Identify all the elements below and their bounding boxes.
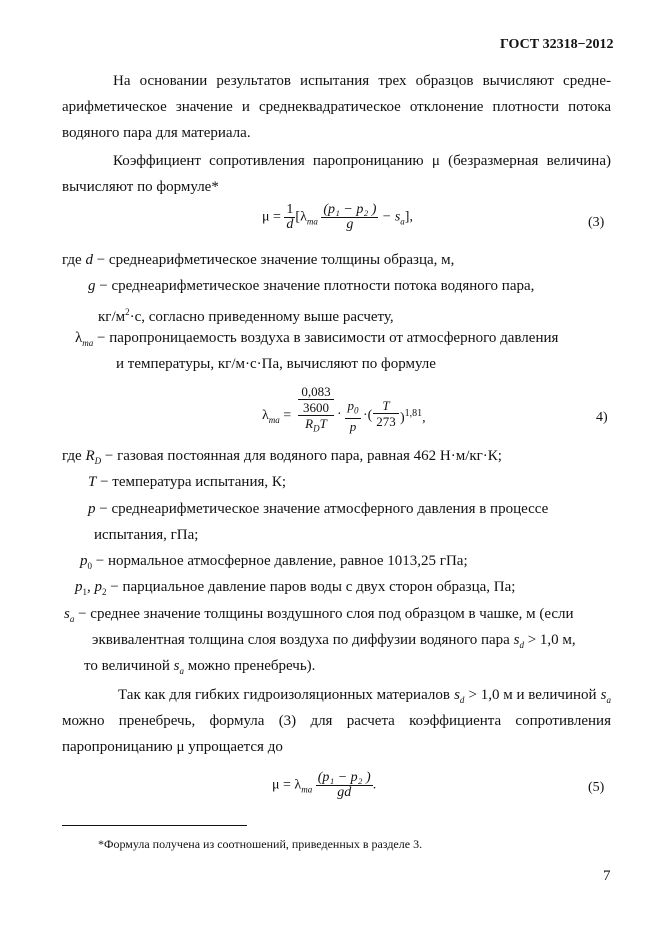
def-p12-sep: , bbox=[87, 579, 91, 595]
def-sa-cont1-b: > 1,0 м, bbox=[527, 632, 576, 648]
eq4-close-paren: ) bbox=[400, 410, 405, 426]
def-t-symbol: T bbox=[88, 474, 97, 490]
eq3-tail: − s bbox=[381, 209, 401, 225]
para1-line1: На основании результатов испытания трех образцов вычисляют средне- bbox=[113, 73, 611, 89]
def-lambda-symbol: λ bbox=[75, 330, 83, 346]
def-lambda-sub: ma bbox=[82, 338, 94, 348]
para3-sd-sub: d bbox=[459, 695, 465, 705]
def-sa bbox=[64, 607, 574, 627]
eq3-s-sub: a bbox=[400, 216, 405, 227]
eq4-equals: = bbox=[283, 408, 292, 423]
eq4-lhs-sub: ma bbox=[268, 414, 280, 425]
equation-3 bbox=[262, 203, 413, 232]
def-p0-text: − нормальное атмосферное давление, равное 1013,25 гПа; bbox=[95, 553, 468, 569]
eq3-lhs: μ = bbox=[262, 209, 281, 225]
eq5-lhs: μ = λ bbox=[272, 777, 302, 793]
eq4-top-den: 3600 bbox=[298, 400, 334, 416]
para2-line1: Коэффициент сопротивления паропроницанию μ (безразмерная величина) bbox=[113, 153, 611, 169]
def-p0 bbox=[80, 554, 468, 574]
def-p12-text: − парциальное давление паров воды с двух сторон образца, Па; bbox=[110, 579, 516, 595]
def-t-text: − температура испытания, К; bbox=[100, 474, 287, 490]
para3-line1-b: > 1,0 м и величиной bbox=[468, 687, 597, 703]
eq4-p: p bbox=[349, 418, 357, 434]
equation-4 bbox=[262, 384, 426, 441]
def-g bbox=[88, 279, 534, 294]
def-sa-text: − среднее значение толщины воздушного слоя под образцом в чашке, м (если bbox=[78, 606, 574, 622]
eq4-pressure-frac bbox=[345, 399, 361, 434]
def-p1-symbol: p bbox=[75, 579, 83, 595]
def-d bbox=[62, 253, 454, 268]
def-p1-sub: 1 bbox=[82, 587, 87, 597]
eq4-rd-sub: D bbox=[313, 423, 320, 434]
def-p-text: − среднеарифметическое значение атмосферного давления в процессе bbox=[99, 501, 549, 517]
eq3-frac1-den: d bbox=[286, 217, 294, 232]
def-sa-symbol: s bbox=[64, 606, 70, 622]
def-sa-cont1 bbox=[92, 633, 576, 653]
eq5-frac bbox=[316, 771, 373, 800]
def-p-symbol: p bbox=[88, 501, 96, 517]
eq4-bottom-den bbox=[298, 416, 334, 437]
def-lambda-text: − паропроницаемость воздуха в зависимости от атмосферного давления bbox=[97, 330, 559, 346]
eq4-t: T bbox=[373, 399, 399, 414]
eq4-temp-frac bbox=[373, 399, 399, 429]
eq4-close-power bbox=[400, 408, 426, 427]
def-sa-sub: a bbox=[69, 614, 75, 624]
para3-line2: можно пренебречь, формула (3) для расчета коэффициента сопротивления bbox=[62, 713, 611, 729]
def-g-unit-a: кг/м bbox=[98, 309, 126, 325]
eq3-frac2 bbox=[321, 203, 378, 232]
def-sa-cont1-a: эквивалентная толщина слоя воздуха по диффузии водяного пара bbox=[92, 632, 510, 648]
page-number: 7 bbox=[603, 868, 611, 884]
def-sa-cont2 bbox=[84, 659, 315, 679]
eq3-frac2-den: g bbox=[346, 217, 354, 232]
def-rd-symbol: R bbox=[85, 448, 95, 464]
def-g-unit bbox=[98, 305, 394, 325]
def-sa-cont1-symbol: s bbox=[513, 632, 520, 648]
eq4-rd: R bbox=[305, 416, 314, 431]
equation-5 bbox=[272, 771, 376, 800]
def-t bbox=[88, 475, 286, 490]
def-sa-cont2-symbol: s bbox=[173, 658, 180, 674]
def-sa-cont2-a: то величиной bbox=[84, 658, 170, 674]
eq4-comma: , bbox=[422, 410, 426, 426]
eq4-p0: p bbox=[347, 398, 354, 413]
eq4-big-frac bbox=[298, 385, 334, 437]
eq4-lhs-symbol: λ bbox=[262, 408, 269, 423]
def-sa-cont1-sub: d bbox=[519, 640, 524, 650]
def-sa-cont2-sub: a bbox=[179, 666, 184, 676]
para3-sa-symbol: s bbox=[600, 687, 607, 703]
eq5-lhs-sub: ma bbox=[301, 784, 313, 795]
def-g-unit-b: ·с, согласно приведенному выше расчету, bbox=[129, 309, 394, 325]
para1-line3: водяного пара для материала. bbox=[62, 125, 251, 141]
eq3-frac1 bbox=[284, 203, 295, 232]
para3-sa-sub: a bbox=[606, 695, 611, 705]
def-rd-text: − газовая постоянная для водяного пара, равная 462 Н·м/кг·К; bbox=[104, 448, 502, 464]
eq3-frac2-num: (p₁ − p₂ ) bbox=[323, 202, 377, 217]
eq3-frac1-num: 1 bbox=[286, 202, 294, 217]
para2-line2: вычисляют по формуле* bbox=[62, 179, 219, 195]
para1-line2: арифметическое значение и среднеквадратическое отклонение плотности потока bbox=[62, 99, 611, 115]
para3-line1-sa bbox=[601, 688, 611, 708]
eq3-close: ], bbox=[404, 209, 413, 225]
footnote: *Формула получена из соотношений, приведенных в разделе 3. bbox=[98, 837, 423, 851]
def-g-text: − среднеарифметическое значение плотности потока водяного пара, bbox=[99, 278, 535, 294]
eq4-rd-t: T bbox=[319, 416, 327, 431]
def-g-symbol: g bbox=[88, 278, 96, 294]
def-p-cont: испытания, гПа; bbox=[94, 527, 199, 543]
def-p2-sub: 2 bbox=[102, 587, 107, 597]
def-rd bbox=[62, 449, 502, 469]
eq4-open-paren: ·( bbox=[363, 408, 373, 423]
para3-line1-a: Так как для гибких гидроизоляционных материалов bbox=[118, 687, 450, 703]
def-d-symbol: d bbox=[85, 252, 93, 268]
eq4-p0-sub: 0 bbox=[354, 405, 359, 416]
def-p bbox=[88, 502, 548, 517]
para3-line3: паропроницанию μ упрощается до bbox=[62, 739, 283, 755]
para3-sd-symbol: s bbox=[454, 687, 460, 703]
eq3-number: (3) bbox=[588, 215, 605, 230]
def-g-unit-sup: 2 bbox=[125, 307, 130, 317]
def-rd-lead: где bbox=[62, 448, 82, 464]
def-p2-symbol: p bbox=[94, 579, 102, 595]
eq3-bracket-open: [λ bbox=[295, 209, 307, 225]
def-d-text: − среднеарифметическое значение толщины образца, м, bbox=[96, 252, 455, 268]
eq5-tail: . bbox=[372, 777, 377, 793]
def-p0-sub: 0 bbox=[87, 561, 92, 571]
eq5-number: (5) bbox=[588, 780, 605, 795]
def-d-lead: где bbox=[62, 252, 82, 268]
def-lambda-cont: и температуры, кг/м·с·Па, вычисляют по формуле bbox=[116, 356, 436, 372]
def-lambda bbox=[75, 331, 558, 351]
standard-header: ГОСТ 32318−2012 bbox=[500, 37, 614, 52]
para3-line1 bbox=[118, 688, 611, 708]
eq4-dot: · bbox=[337, 407, 342, 422]
para3-line1-sd bbox=[454, 688, 464, 708]
eq5-den: gd bbox=[337, 785, 352, 800]
footnote-divider bbox=[62, 825, 247, 826]
eq4-power: 1,81 bbox=[404, 408, 423, 419]
eq5-num: (p₁ − p₂ ) bbox=[317, 770, 371, 785]
eq4-273: 273 bbox=[376, 414, 396, 429]
def-rd-sub: D bbox=[94, 456, 102, 466]
def-p0-symbol: p bbox=[80, 553, 88, 569]
eq3-lambda-sub: ma bbox=[306, 216, 318, 227]
def-sa-cont2-b: можно пренебречь). bbox=[187, 658, 316, 674]
eq4-top-num: 0,083 bbox=[298, 385, 334, 400]
eq4-number: 4) bbox=[596, 410, 608, 425]
def-p12 bbox=[75, 580, 515, 600]
